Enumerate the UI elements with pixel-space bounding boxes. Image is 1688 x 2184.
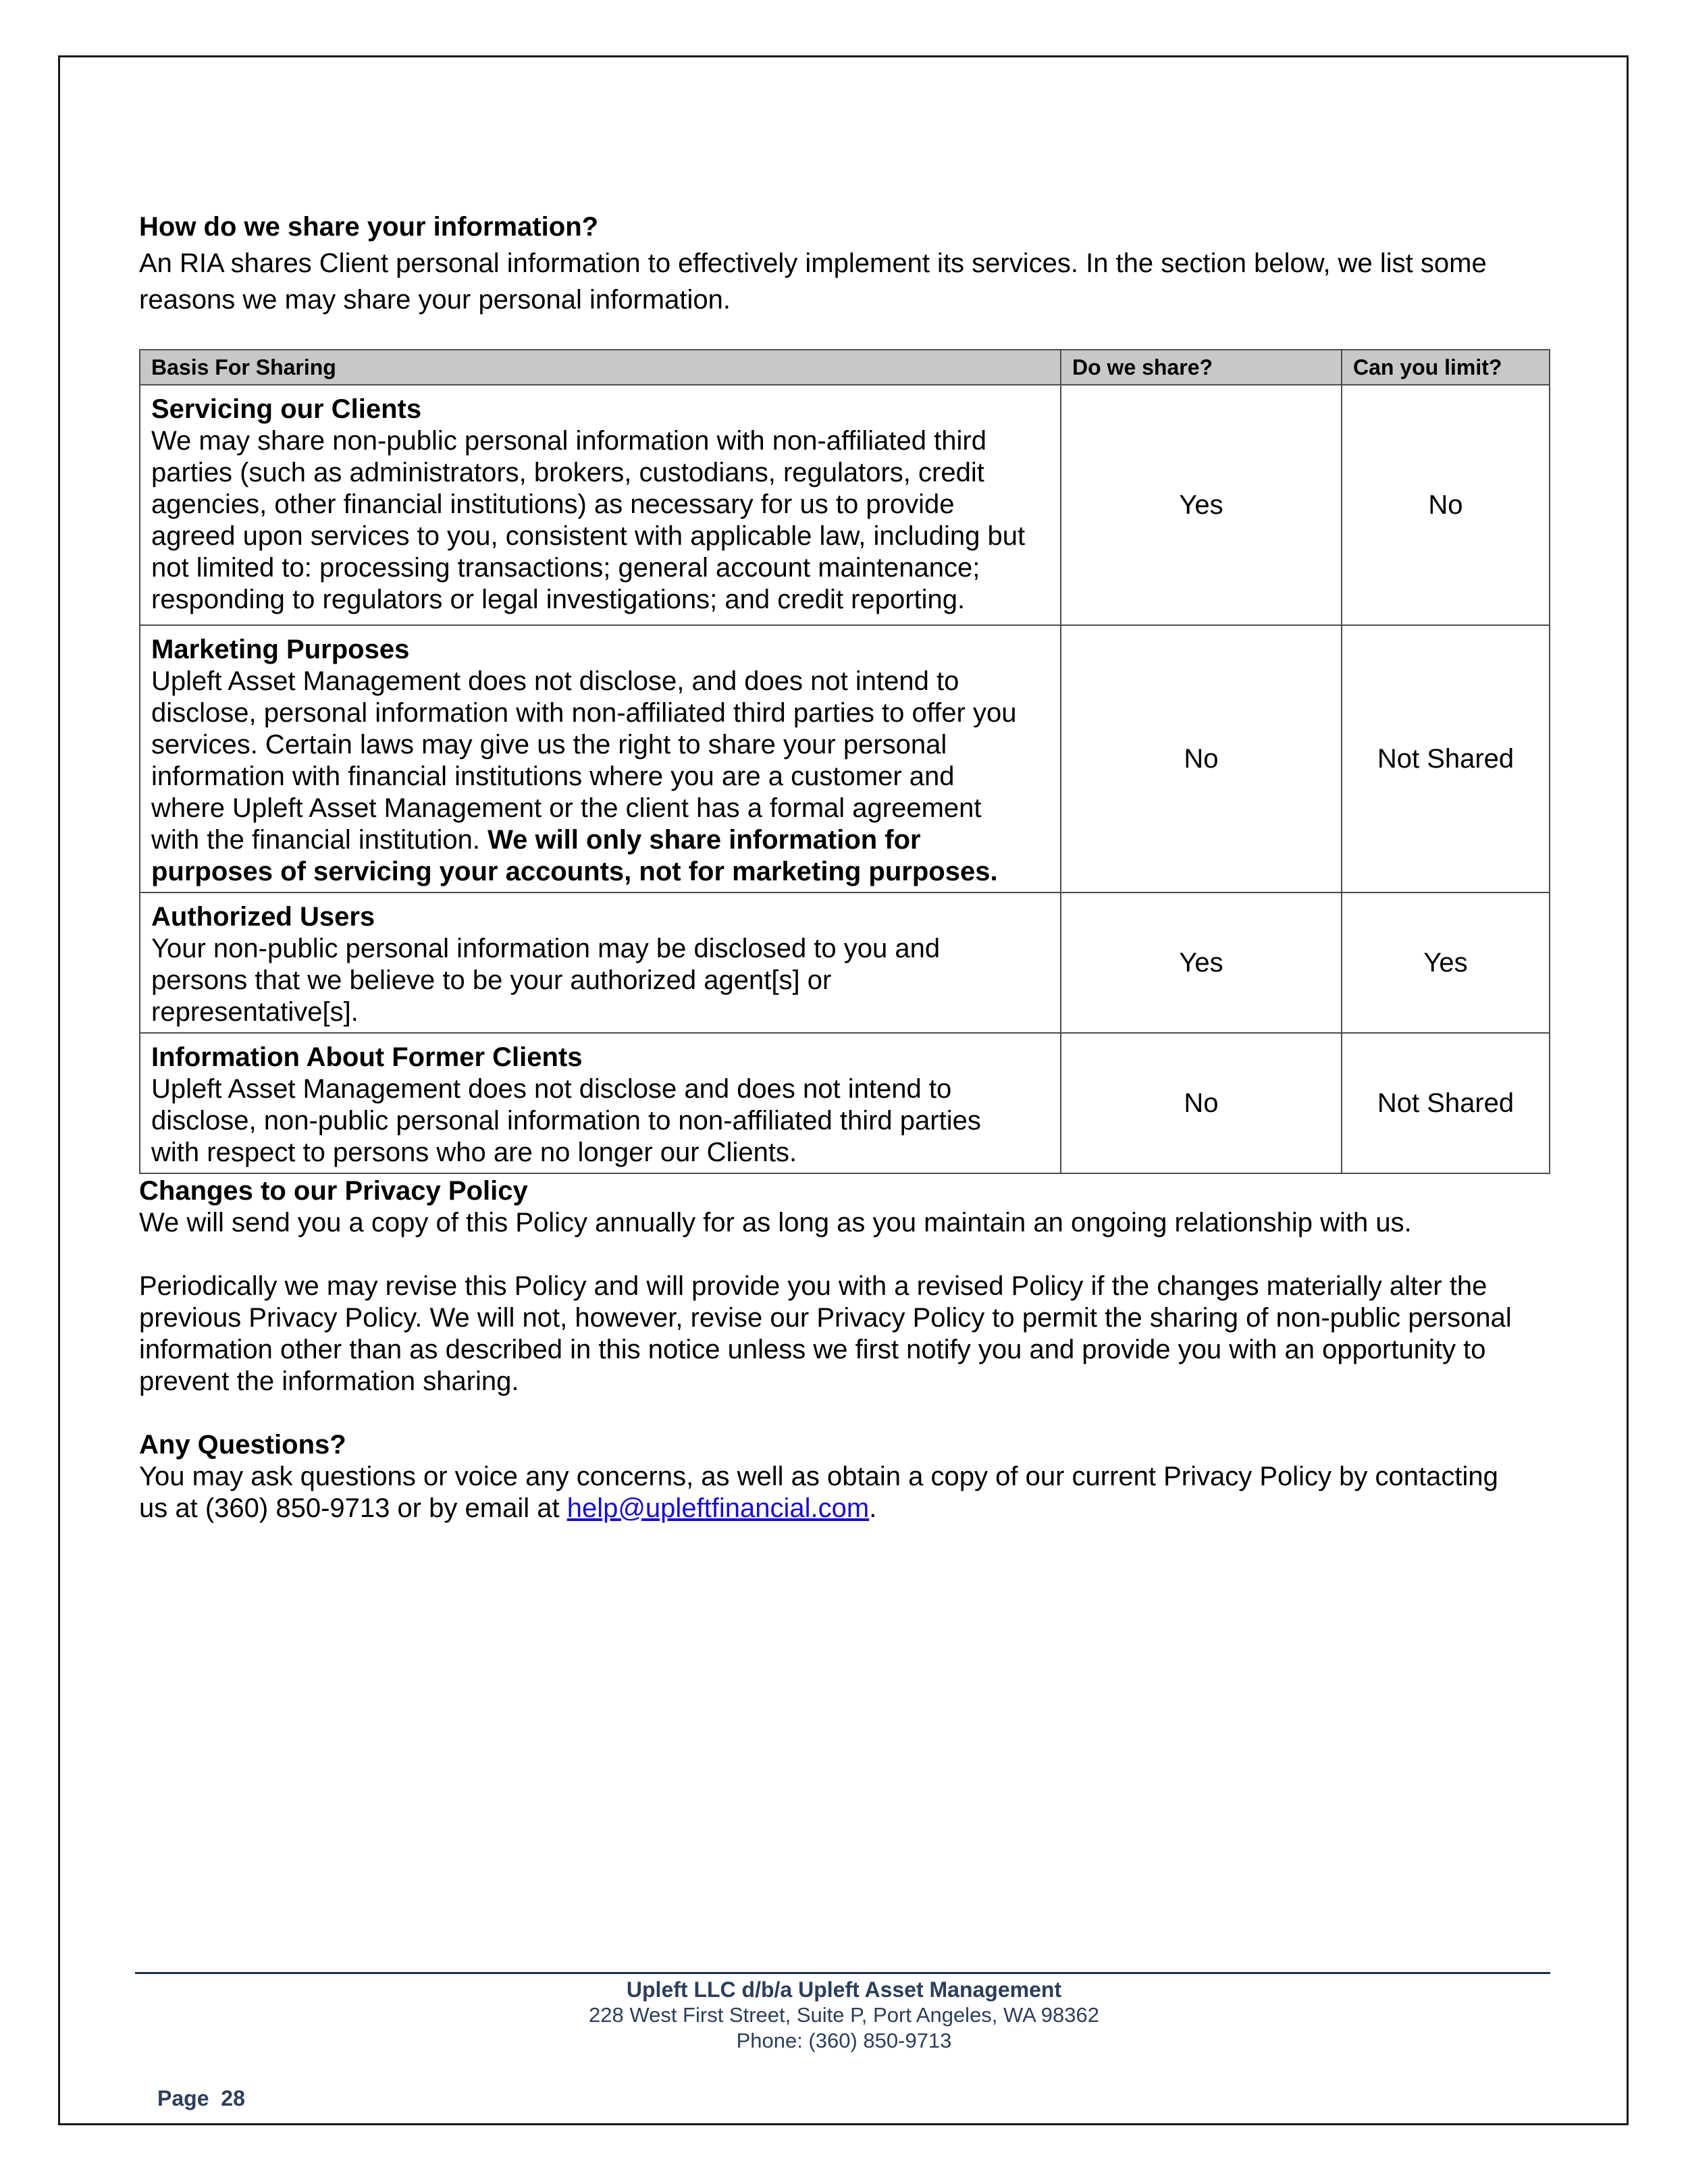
changes-heading: Changes to our Privacy Policy	[139, 1176, 528, 1206]
table-row	[140, 625, 1550, 893]
share-heading: How do we share your information?	[139, 212, 599, 242]
share-value: No	[1061, 1033, 1342, 1173]
row-text-line: where Upleft Asset Management or the client has a formal agreement	[151, 793, 982, 823]
row-text-line: agreed upon services to you, consistent with applicable law, including but	[151, 521, 1026, 551]
row-text-line: services. Certain laws may give us the right to share your personal	[151, 730, 947, 760]
header-do-we-share: Do we share?	[1061, 350, 1342, 385]
email-link[interactable]: help@upleftfinancial.com	[566, 1493, 870, 1523]
basis-cell	[140, 1033, 1061, 1173]
share-intro-line-2: reasons we may share your personal information.	[139, 285, 731, 315]
row-text-line: disclose, personal information with non-affiliated third parties to offer you	[151, 698, 1017, 728]
row-text-line: parties (such as administrators, brokers, custodians, regulators, credit	[151, 458, 984, 487]
row-title: Marketing Purposes	[151, 635, 410, 664]
table-row	[140, 385, 1550, 625]
header-basis: Basis For Sharing	[140, 350, 1061, 385]
table-row	[140, 893, 1550, 1033]
row-text-line: information with financial institutions where you are a customer and	[151, 762, 955, 791]
row-text-line: representative[s].	[151, 997, 359, 1027]
share-value: Yes	[1061, 385, 1342, 625]
row-title: Information About Former Clients	[151, 1042, 583, 1072]
basis-cell	[140, 385, 1061, 625]
row-text-line: agencies, other financial institutions) as necessary for us to provide	[151, 489, 955, 519]
bold-note-part-2: purposes of servicing your accounts, not for marketing purposes.	[151, 857, 998, 886]
row-text-line: Your non-public personal information may be disclosed to you and	[151, 934, 941, 963]
row-text-line: Upleft Asset Management does not disclose and does not intend to	[151, 1074, 952, 1104]
page-number: Page 28	[157, 2086, 245, 2110]
share-intro-line-1: An RIA shares Client personal information to effectively implement its services. In the section below, we list some	[139, 248, 1487, 278]
changes-para2-line-3: information other than as described in this notice unless we first notify you and provide you with an opportunity to	[139, 1335, 1486, 1364]
footer-company: Upleft LLC d/b/a Upleft Asset Management	[626, 1977, 1062, 2002]
footer-divider	[135, 1972, 1550, 1974]
questions-heading: Any Questions?	[139, 1430, 346, 1460]
questions-line-2	[139, 1492, 876, 1524]
row-title: Servicing our Clients	[151, 394, 422, 424]
footer-address: 228 West First Street, Suite P, Port Angeles, WA 98362	[589, 2003, 1099, 2027]
share-value: No	[1061, 625, 1342, 893]
row-text-line: not limited to: processing transactions; general account maintenance;	[151, 553, 980, 583]
row-text-line: responding to regulators or legal investigations; and credit reporting.	[151, 585, 966, 614]
row-text-line: We may share non-public personal information with non-affiliated third	[151, 426, 986, 456]
changes-line-1: We will send you a copy of this Policy annually for as long as you maintain an ongoing relationship with us.	[139, 1208, 1412, 1237]
row-title: Authorized Users	[151, 902, 375, 932]
questions-line-2-suffix: .	[869, 1493, 877, 1523]
changes-para2-line-1: Periodically we may revise this Policy and will provide you with a revised Policy if the changes materially alter the	[139, 1271, 1487, 1301]
bold-note-part-1: We will only share information for	[487, 825, 921, 855]
row-text-line: disclose, non-public personal information to non-affiliated third parties	[151, 1106, 981, 1136]
table-row	[140, 1033, 1550, 1173]
basis-cell	[140, 625, 1061, 893]
row-text-line	[151, 824, 1049, 856]
changes-para2-line-2: previous Privacy Policy. We will not, however, revise our Privacy Policy to permit the sharing of non-public personal	[139, 1303, 1512, 1333]
sharing-table	[139, 349, 1550, 1174]
limit-value: No	[1342, 385, 1550, 625]
header-can-you-limit: Can you limit?	[1342, 350, 1550, 385]
footer-phone: Phone: (360) 850-9713	[736, 2029, 952, 2052]
row-text-line: persons that we believe to be your authorized agent[s] or	[151, 965, 832, 995]
limit-value: Not Shared	[1342, 1033, 1550, 1173]
changes-para2-line-4: prevent the information sharing.	[139, 1366, 519, 1396]
questions-line-2-prefix: us at (360) 850-9713 or by email at	[139, 1493, 560, 1523]
questions-line-1: You may ask questions or voice any concerns, as well as obtain a copy of our current Privacy Policy by contacting	[139, 1462, 1498, 1491]
share-value: Yes	[1061, 893, 1342, 1033]
limit-value: Not Shared	[1342, 625, 1550, 893]
row-text-line: Upleft Asset Management does not disclose, and does not intend to	[151, 666, 959, 696]
row-text-segment: with the financial institution.	[151, 825, 480, 855]
basis-cell	[140, 893, 1061, 1033]
limit-value: Yes	[1342, 893, 1550, 1033]
row-text-line: with respect to persons who are no longer our Clients.	[151, 1138, 797, 1167]
table-header-row	[140, 350, 1550, 385]
